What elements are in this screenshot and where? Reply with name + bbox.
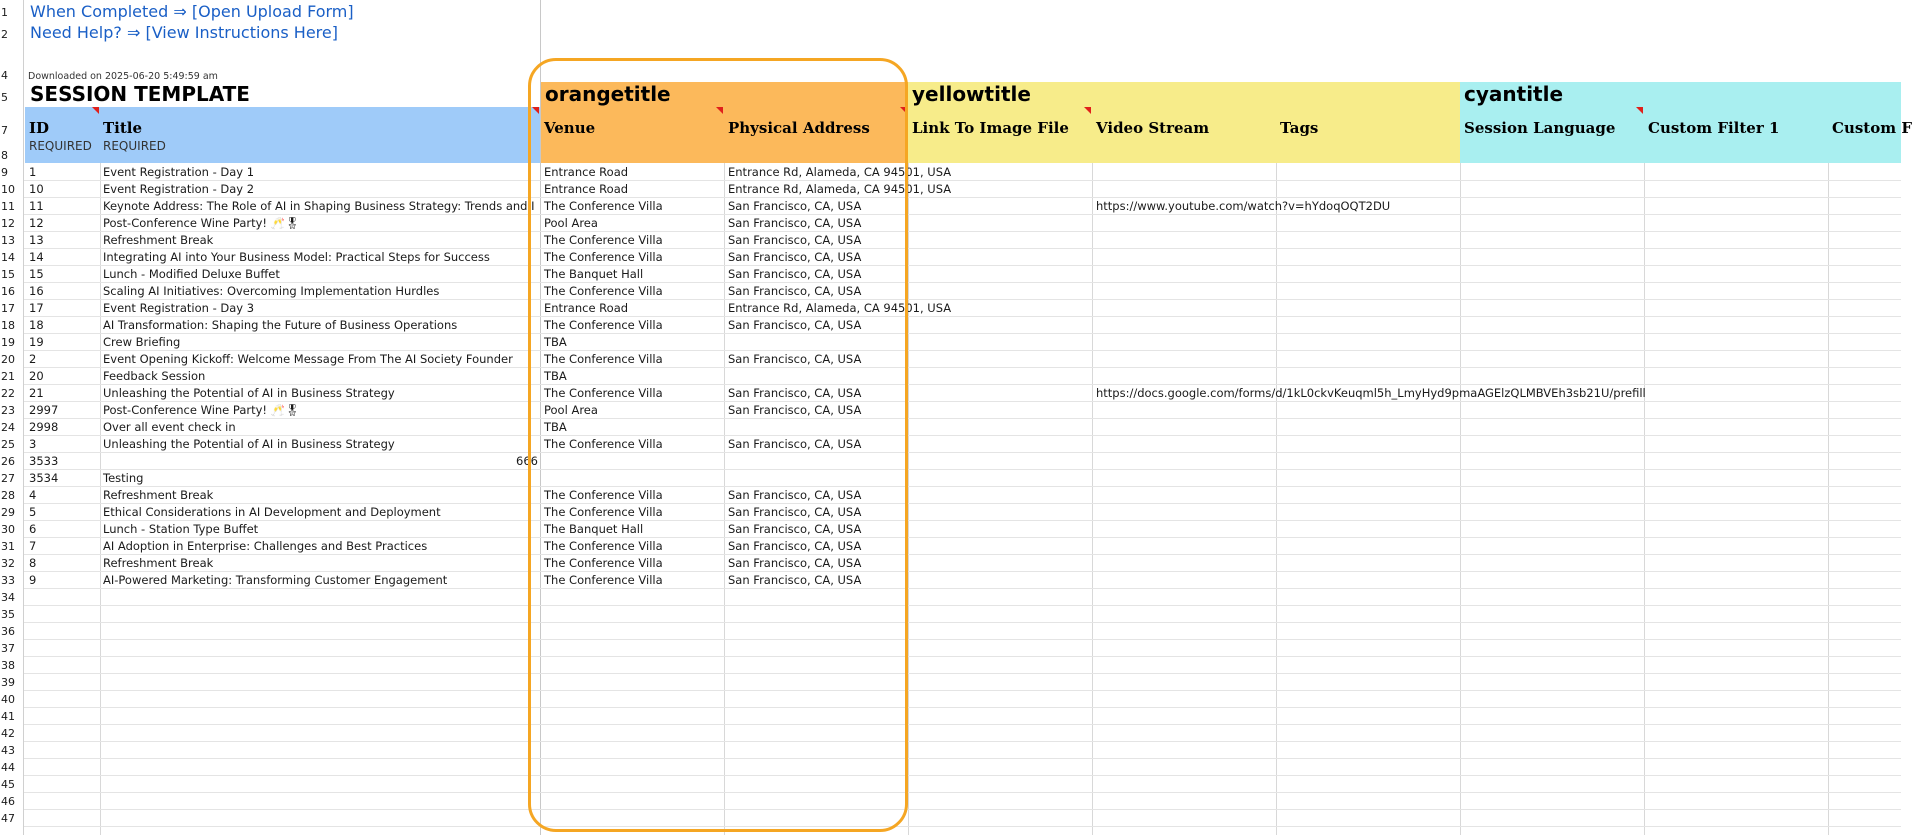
- cell-id[interactable]: 2997: [29, 403, 59, 417]
- cell-physical-address[interactable]: San Francisco, CA, USA: [728, 505, 862, 519]
- cell-venue[interactable]: TBA: [544, 420, 567, 434]
- cell-venue[interactable]: The Conference Villa: [544, 352, 663, 366]
- row-number: 42: [1, 727, 15, 740]
- cell-venue[interactable]: The Conference Villa: [544, 556, 663, 570]
- row-number: 44: [1, 761, 15, 774]
- cell-title[interactable]: Over all event check in: [103, 420, 236, 434]
- row-gridline: [24, 792, 1901, 793]
- row-number: 46: [1, 795, 15, 808]
- row-number: 16: [1, 285, 15, 298]
- row-number: 24: [1, 421, 15, 434]
- row-gridline: [24, 690, 1901, 691]
- cell-venue[interactable]: The Conference Villa: [544, 573, 663, 587]
- row-number: 41: [1, 710, 15, 723]
- cell-title[interactable]: Keynote Address: The Role of AI in Shaping Business Strategy: Trends and I: [103, 199, 535, 213]
- row-gridline: [24, 605, 1901, 606]
- cell-physical-address[interactable]: San Francisco, CA, USA: [728, 403, 862, 417]
- cell-venue[interactable]: The Conference Villa: [544, 505, 663, 519]
- row-gridline: [24, 826, 1901, 827]
- cell-venue[interactable]: Pool Area: [544, 403, 598, 417]
- cell-id[interactable]: 2: [29, 352, 37, 366]
- row-number: 37: [1, 642, 15, 655]
- cell-title[interactable]: Post-Conference Wine Party! 🥂🎖: [103, 403, 300, 417]
- row-number: 33: [1, 574, 15, 587]
- cell-title[interactable]: Event Registration - Day 2: [103, 182, 255, 196]
- cell-physical-address[interactable]: San Francisco, CA, USA: [728, 437, 862, 451]
- row-number: 20: [1, 353, 15, 366]
- cell-video-stream[interactable]: https://www.youtube.com/watch?v=hYdoqOQT2DU: [1096, 199, 1391, 213]
- row-number: 7: [1, 124, 8, 137]
- header-title-required: REQUIRED: [103, 139, 166, 153]
- cell-id[interactable]: 2998: [29, 420, 59, 434]
- cell-title[interactable]: Crew Briefing: [103, 335, 181, 349]
- row-gridline: [24, 639, 1901, 640]
- row-number: 34: [1, 591, 15, 604]
- cell-venue[interactable]: The Conference Villa: [544, 488, 663, 502]
- cell-title[interactable]: Refreshment Break: [103, 488, 214, 502]
- row-number: 43: [1, 744, 15, 757]
- row-number: 4: [1, 69, 8, 82]
- row-number: 30: [1, 523, 15, 536]
- comment-marker-icon[interactable]: [1636, 107, 1643, 114]
- row-number: 17: [1, 302, 15, 315]
- cell-id[interactable]: 7: [29, 539, 37, 553]
- cell-physical-address[interactable]: San Francisco, CA, USA: [728, 386, 862, 400]
- row-number: 19: [1, 336, 15, 349]
- cell-title[interactable]: Integrating AI into Your Business Model: Practical Steps for Success: [103, 250, 490, 264]
- cell-id[interactable]: 13: [29, 233, 44, 247]
- header-link-to-image-file[interactable]: Link To Image File: [912, 119, 1069, 137]
- cell-id[interactable]: 10: [29, 182, 44, 196]
- cell-id[interactable]: 3533: [29, 454, 59, 468]
- highlight-frame: [528, 58, 908, 832]
- cell-title[interactable]: Scaling AI Initiatives: Overcoming Implementation Hurdles: [103, 284, 440, 298]
- cell-physical-address[interactable]: San Francisco, CA, USA: [728, 556, 862, 570]
- cell-venue[interactable]: The Banquet Hall: [544, 267, 644, 281]
- row-gridline: [24, 809, 1901, 810]
- cell-title[interactable]: Lunch - Station Type Buffet: [103, 522, 259, 536]
- row-number: 36: [1, 625, 15, 638]
- row-gridline: [24, 622, 1901, 623]
- row-number: 21: [1, 370, 15, 383]
- open-upload-form-link[interactable]: When Completed ⇒ [Open Upload Form]: [30, 2, 354, 21]
- orange-group-title: orangetitle: [545, 82, 671, 106]
- row-number: 32: [1, 557, 15, 570]
- cell-physical-address[interactable]: San Francisco, CA, USA: [728, 267, 862, 281]
- cell-title[interactable]: AI Transformation: Shaping the Future of Business Operations: [103, 318, 458, 332]
- cell-title[interactable]: Post-Conference Wine Party! 🥂🎖: [103, 216, 300, 230]
- cell-id[interactable]: 15: [29, 267, 44, 281]
- cell-id[interactable]: 11: [29, 199, 44, 213]
- cell-venue[interactable]: Pool Area: [544, 216, 598, 230]
- cell-id[interactable]: 3534: [29, 471, 59, 485]
- cell-physical-address[interactable]: San Francisco, CA, USA: [728, 352, 862, 366]
- cyan-group-title: cyantitle: [1464, 82, 1564, 106]
- cell-title[interactable]: AI-Powered Marketing: Transforming Customer Engagement: [103, 573, 448, 587]
- cell-id[interactable]: 6: [29, 522, 37, 536]
- cell-venue[interactable]: TBA: [544, 369, 567, 383]
- header-venue[interactable]: Venue: [544, 119, 596, 137]
- row-number: 47: [1, 812, 15, 825]
- cell-title[interactable]: Lunch - Modified Deluxe Buffet: [103, 267, 280, 281]
- cell-title[interactable]: AI Adoption in Enterprise: Challenges and Best Practices: [103, 539, 428, 553]
- row-number: 26: [1, 455, 15, 468]
- header-custom-filter-1[interactable]: Custom Filter 1: [1648, 119, 1780, 137]
- cell-id[interactable]: 5: [29, 505, 37, 519]
- cell-title[interactable]: Event Registration - Day 3: [103, 301, 255, 315]
- row-number: 15: [1, 268, 15, 281]
- cell-physical-address[interactable]: San Francisco, CA, USA: [728, 250, 862, 264]
- cell-venue[interactable]: Entrance Road: [544, 301, 629, 315]
- col-divider: [1828, 163, 1829, 835]
- cell-physical-address[interactable]: San Francisco, CA, USA: [728, 539, 862, 553]
- row-number: 2: [1, 28, 8, 41]
- cell-venue[interactable]: The Banquet Hall: [544, 522, 644, 536]
- cell-venue[interactable]: Entrance Road: [544, 165, 629, 179]
- col-divider: [100, 163, 101, 835]
- header-video-stream[interactable]: Video Stream: [1096, 119, 1210, 137]
- cell-id[interactable]: 12: [29, 216, 44, 230]
- cell-id[interactable]: 3: [29, 437, 37, 451]
- cell-venue[interactable]: The Conference Villa: [544, 284, 663, 298]
- cell-physical-address[interactable]: San Francisco, CA, USA: [728, 488, 862, 502]
- col-divider: [1276, 163, 1277, 835]
- cell-title[interactable]: Testing: [103, 471, 144, 485]
- cell-physical-address[interactable]: Entrance Rd, Alameda, CA 94501, USA: [728, 182, 952, 196]
- row-number: 40: [1, 693, 15, 706]
- header-custom-filter-2[interactable]: Custom F: [1832, 119, 1912, 137]
- row-number: 10: [1, 183, 15, 196]
- comment-marker-icon[interactable]: [92, 107, 99, 114]
- row-number: 5: [1, 91, 8, 104]
- cell-id[interactable]: 14: [29, 250, 44, 264]
- row-number: 18: [1, 319, 15, 332]
- row-gridline: [24, 758, 1901, 759]
- cell-video-stream[interactable]: https://docs.google.com/forms/d/1kL0ckvKeuqml5h_LmyHyd9pmaAGElzQLMBVEh3sb21U/prefill: [1096, 386, 1646, 400]
- row-gridline: [24, 741, 1901, 742]
- cell-title-value[interactable]: 666: [516, 454, 538, 468]
- cell-physical-address[interactable]: Entrance Rd, Alameda, CA 94501, USA: [728, 301, 952, 315]
- header-physical-address[interactable]: Physical Address: [728, 119, 870, 137]
- header-id[interactable]: ID: [29, 119, 50, 137]
- cell-title[interactable]: Ethical Considerations in AI Development and Deployment: [103, 505, 441, 519]
- cell-title[interactable]: Event Registration - Day 1: [103, 165, 255, 179]
- row-gridline: [24, 775, 1901, 776]
- cell-physical-address[interactable]: San Francisco, CA, USA: [728, 233, 862, 247]
- header-title[interactable]: Title: [103, 119, 143, 137]
- comment-marker-icon[interactable]: [1084, 107, 1091, 114]
- row-number: 12: [1, 217, 15, 230]
- row-number: 45: [1, 778, 15, 791]
- cell-venue[interactable]: Entrance Road: [544, 182, 629, 196]
- cell-physical-address[interactable]: San Francisco, CA, USA: [728, 284, 862, 298]
- cell-id[interactable]: 21: [29, 386, 44, 400]
- cell-physical-address[interactable]: San Francisco, CA, USA: [728, 522, 862, 536]
- cell-id[interactable]: 19: [29, 335, 44, 349]
- row-number: 13: [1, 234, 15, 247]
- row-number: 14: [1, 251, 15, 264]
- col-divider: [1092, 163, 1093, 835]
- yellow-group-title: yellowtitle: [912, 82, 1031, 106]
- downloaded-timestamp: Downloaded on 2025-06-20 5:49:59 am: [28, 71, 218, 82]
- row-gridline: [24, 724, 1901, 725]
- header-session-language[interactable]: Session Language: [1464, 119, 1616, 137]
- cell-venue[interactable]: The Conference Villa: [544, 233, 663, 247]
- header-id-required: REQUIRED: [29, 139, 92, 153]
- col-divider: [1644, 163, 1645, 835]
- cell-venue[interactable]: The Conference Villa: [544, 199, 663, 213]
- row-number: 11: [1, 200, 15, 213]
- row-number: 38: [1, 659, 15, 672]
- cell-id[interactable]: 4: [29, 488, 37, 502]
- row-number: 25: [1, 438, 15, 451]
- cell-id[interactable]: 1: [29, 165, 37, 179]
- template-title: SESSION TEMPLATE: [30, 82, 250, 106]
- row-number: 1: [1, 6, 8, 19]
- row-gridline: [24, 656, 1901, 657]
- row-number: 9: [1, 166, 8, 179]
- row-number: 29: [1, 506, 15, 519]
- cell-title[interactable]: Refreshment Break: [103, 233, 214, 247]
- cell-id[interactable]: 8: [29, 556, 37, 570]
- cell-id[interactable]: 9: [29, 573, 37, 587]
- cell-venue[interactable]: The Conference Villa: [544, 318, 663, 332]
- view-instructions-link[interactable]: Need Help? ⇒ [View Instructions Here]: [30, 23, 338, 42]
- cell-venue[interactable]: The Conference Villa: [544, 250, 663, 264]
- row-number: 8: [1, 149, 8, 162]
- cell-id[interactable]: 20: [29, 369, 44, 383]
- row-number: 35: [1, 608, 15, 621]
- row-gridline: [24, 673, 1901, 674]
- cell-title[interactable]: Refreshment Break: [103, 556, 214, 570]
- cell-physical-address[interactable]: San Francisco, CA, USA: [728, 199, 862, 213]
- cell-title[interactable]: Event Opening Kickoff: Welcome Message From The AI Society Founder: [103, 352, 513, 366]
- cell-title[interactable]: Unleashing the Potential of AI in Business Strategy: [103, 437, 395, 451]
- col-divider: [1460, 163, 1461, 835]
- cell-venue[interactable]: The Conference Villa: [544, 539, 663, 553]
- row-number: 27: [1, 472, 15, 485]
- cell-id[interactable]: 18: [29, 318, 44, 332]
- row-gridline: [24, 707, 1901, 708]
- row-number: 39: [1, 676, 15, 689]
- cell-id[interactable]: 16: [29, 284, 44, 298]
- row-number: 22: [1, 387, 15, 400]
- cell-physical-address[interactable]: San Francisco, CA, USA: [728, 573, 862, 587]
- cell-physical-address[interactable]: San Francisco, CA, USA: [728, 216, 862, 230]
- cell-venue[interactable]: The Conference Villa: [544, 386, 663, 400]
- cell-title[interactable]: Feedback Session: [103, 369, 206, 383]
- row-number: 28: [1, 489, 15, 502]
- cell-title[interactable]: Unleashing the Potential of AI in Business Strategy: [103, 386, 395, 400]
- row-number: 31: [1, 540, 15, 553]
- header-tags[interactable]: Tags: [1280, 119, 1319, 137]
- cell-physical-address[interactable]: Entrance Rd, Alameda, CA 94501, USA: [728, 165, 952, 179]
- row-number: 23: [1, 404, 15, 417]
- cell-id[interactable]: 17: [29, 301, 44, 315]
- cell-physical-address[interactable]: San Francisco, CA, USA: [728, 318, 862, 332]
- cell-venue[interactable]: The Conference Villa: [544, 437, 663, 451]
- cell-venue[interactable]: TBA: [544, 335, 567, 349]
